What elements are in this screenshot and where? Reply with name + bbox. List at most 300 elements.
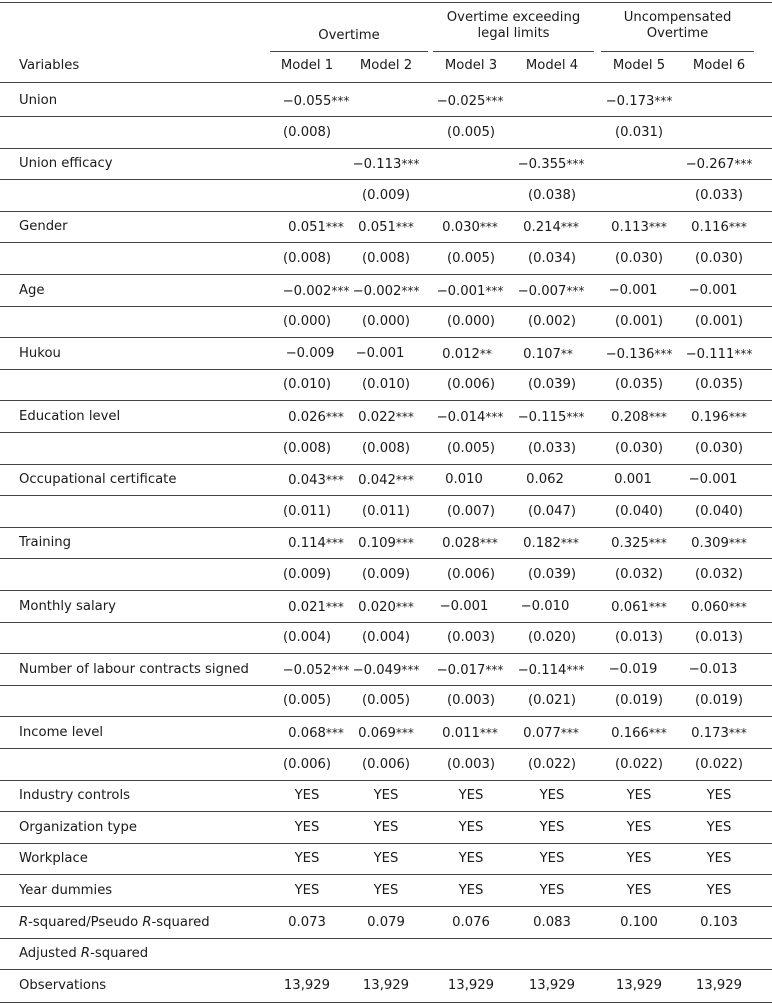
control-cell: YES [706, 851, 732, 867]
obs-cell: 13,929 [362, 977, 410, 993]
row-label: Union [19, 93, 58, 108]
se-cell: (0.030) [694, 251, 744, 266]
row-label: Monthly salary [19, 598, 116, 614]
significance-stars: *** [654, 346, 673, 361]
coef-value: −0.019 [608, 661, 658, 677]
se-cell: (0.003) [446, 756, 496, 772]
coef-value: −0.009 [285, 345, 335, 361]
se-cell: (0.000) [361, 314, 411, 330]
coef-cell [611, 599, 667, 616]
label-part: Adjusted [19, 946, 81, 962]
coef-value: −0.001 [355, 345, 405, 361]
coef-value: −0.355 [517, 157, 567, 173]
coef-cell [686, 156, 753, 173]
coef-value: 0.062 [526, 472, 564, 488]
se-cell: (0.034) [527, 251, 577, 266]
obs-cell: 13,929 [447, 977, 495, 993]
se-cell: (0.003) [446, 630, 496, 646]
coef-value: −0.267 [685, 157, 735, 173]
coef-value: 0.011 [442, 726, 480, 741]
se-cell: (0.039) [527, 567, 577, 582]
coef-cell [353, 662, 420, 679]
coef-value: 0.113 [611, 220, 649, 236]
row-divider [0, 622, 772, 623]
significance-stars: *** [325, 599, 344, 614]
se-cell: (0.035) [694, 377, 744, 393]
r2-cell: 0.079 [367, 914, 405, 930]
coef-cell [523, 346, 573, 363]
model-header-5: Model 5 [612, 58, 666, 73]
row-label: Hukou [19, 345, 61, 361]
coef-cell [445, 472, 483, 488]
coef-cell [609, 283, 658, 299]
se-cell: (0.032) [614, 567, 664, 582]
coef-value: 0.109 [358, 536, 396, 552]
coef-value: 0.214 [523, 220, 561, 236]
control-cell: YES [458, 883, 484, 898]
coef-cell [691, 725, 747, 742]
obs-cell: 13,929 [695, 977, 743, 993]
coef-value: −0.013 [688, 661, 738, 677]
coef-value: −0.049 [352, 662, 402, 678]
row-divider [0, 242, 772, 243]
coef-cell [358, 599, 414, 616]
row-divider [0, 116, 772, 117]
se-cell: (0.022) [614, 756, 664, 772]
coef-value: 0.051 [358, 220, 396, 236]
coef-value: 0.061 [611, 599, 649, 615]
coef-value: −0.002 [282, 283, 332, 299]
coef-cell [611, 409, 667, 426]
control-cell: YES [458, 788, 484, 804]
coef-cell [288, 472, 344, 489]
control-cell: YES [626, 819, 652, 835]
significance-stars: *** [479, 220, 498, 235]
coef-value: 0.069 [358, 726, 396, 741]
label-part: R [142, 914, 152, 930]
se-cell: (0.004) [361, 630, 411, 646]
coef-value: −0.017 [436, 662, 486, 678]
coef-cell [691, 409, 747, 426]
row-divider [0, 748, 772, 749]
se-cell: (0.010) [361, 377, 411, 393]
coef-value: 0.042 [358, 473, 396, 489]
coef-cell [283, 662, 350, 679]
coef-cell [288, 725, 344, 742]
se-cell: (0.008) [361, 440, 411, 456]
coef-cell [611, 535, 667, 552]
coef-cell [689, 283, 738, 299]
coef-cell [356, 346, 405, 362]
row-divider [0, 369, 772, 370]
row-label: Number of labour contracts signed [19, 661, 249, 677]
coef-cell [606, 346, 673, 363]
row-divider [0, 400, 772, 401]
coef-value: 0.001 [614, 472, 652, 488]
control-cell: YES [373, 883, 399, 898]
coef-value: −0.115 [517, 410, 567, 425]
coef-value: −0.025 [436, 94, 486, 109]
significance-stars: *** [395, 726, 414, 740]
significance-stars: *** [734, 157, 753, 172]
coef-cell [358, 472, 414, 489]
row-label: Industry controls [19, 788, 131, 804]
se-cell: (0.011) [361, 503, 411, 519]
significance-stars: *** [325, 220, 344, 235]
coef-value: −0.001 [436, 283, 486, 299]
row-divider [0, 337, 772, 338]
control-cell: YES [626, 883, 652, 898]
row-label: Age [19, 282, 45, 298]
significance-stars: *** [560, 726, 579, 740]
coef-value: 0.325 [611, 536, 649, 552]
top-rule [0, 2, 772, 3]
model-header-6: Model 6 [692, 58, 746, 73]
control-cell: YES [539, 819, 565, 835]
se-cell: (0.005) [446, 124, 496, 140]
se-cell: (0.035) [614, 377, 664, 393]
significance-stars: *** [648, 410, 667, 424]
se-cell: (0.005) [446, 251, 496, 266]
se-cell: (0.033) [527, 440, 577, 456]
coef-value: 0.166 [611, 726, 649, 741]
control-cell: YES [373, 819, 399, 835]
coef-value: −0.136 [605, 346, 655, 362]
coef-value: −0.001 [688, 472, 738, 488]
coef-value: 0.077 [523, 726, 561, 741]
row-label: Training [19, 535, 72, 551]
group-underline-3 [601, 51, 754, 52]
row-divider [0, 685, 772, 686]
row-divider [0, 274, 772, 275]
r2-cell: 0.103 [700, 914, 738, 930]
se-cell: (0.033) [694, 187, 744, 203]
significance-stars: *** [325, 726, 344, 740]
se-cell: (0.047) [527, 503, 577, 519]
label-part: R [19, 914, 29, 930]
coef-value: 0.196 [691, 410, 729, 425]
coef-value: 0.043 [288, 473, 326, 489]
significance-stars: *** [566, 662, 585, 677]
se-cell: (0.030) [694, 440, 744, 456]
row-label [19, 946, 148, 962]
se-cell: (0.007) [446, 503, 496, 519]
se-cell: (0.003) [446, 693, 496, 709]
coef-value: 0.060 [691, 599, 729, 615]
model-header-1: Model 1 [280, 58, 334, 73]
coef-value: 0.021 [288, 599, 326, 615]
significance-stars: *** [485, 283, 504, 298]
significance-stars: ** [479, 346, 492, 361]
control-cell: YES [539, 883, 565, 898]
row-divider [0, 558, 772, 559]
significance-stars: *** [401, 157, 420, 172]
coef-value: 0.026 [288, 410, 326, 425]
row-divider [0, 179, 772, 180]
significance-stars: *** [395, 220, 414, 235]
row-label: Occupational certificate [19, 472, 177, 488]
se-cell: (0.002) [527, 314, 577, 330]
row-divider [0, 527, 772, 528]
row-divider [0, 590, 772, 591]
label-part: -squared [90, 946, 149, 962]
control-cell: YES [294, 819, 320, 835]
se-cell: (0.032) [694, 567, 744, 582]
significance-stars: *** [648, 726, 667, 740]
significance-stars: *** [485, 94, 504, 108]
se-cell: (0.040) [694, 503, 744, 519]
se-cell: (0.020) [527, 630, 577, 646]
coef-cell [518, 409, 585, 426]
coef-cell [283, 93, 350, 110]
row-divider [0, 211, 772, 212]
row-divider [0, 432, 772, 433]
coef-cell [358, 725, 414, 742]
se-cell: (0.000) [282, 314, 332, 330]
se-cell: (0.013) [614, 630, 664, 646]
coef-cell [442, 219, 498, 236]
row-divider [0, 653, 772, 654]
se-cell: (0.005) [282, 693, 332, 709]
label-part: -squared [151, 914, 210, 930]
coef-cell [611, 219, 667, 236]
coef-cell [442, 346, 492, 363]
coef-value: 0.051 [288, 220, 326, 236]
coef-cell [288, 219, 344, 236]
se-cell: (0.006) [446, 377, 496, 393]
significance-stars: *** [325, 473, 344, 488]
coef-cell [686, 346, 753, 363]
group-header-1: Overtime [318, 28, 380, 43]
coef-cell [611, 725, 667, 742]
coef-value: 0.028 [442, 536, 480, 552]
significance-stars: *** [485, 662, 504, 677]
control-cell: YES [539, 851, 565, 867]
coef-value: −0.001 [439, 598, 489, 614]
coef-cell [691, 535, 747, 552]
coef-cell [521, 599, 570, 615]
control-cell: YES [294, 851, 320, 867]
coef-value: 0.182 [523, 536, 561, 552]
coef-cell [437, 93, 504, 110]
se-cell: (0.001) [694, 314, 744, 330]
se-cell: (0.030) [614, 440, 664, 456]
coef-cell [442, 535, 498, 552]
coef-value: 0.030 [442, 220, 480, 236]
significance-stars: *** [566, 410, 585, 424]
significance-stars: *** [485, 410, 504, 424]
significance-stars: *** [734, 346, 753, 361]
coef-cell [358, 535, 414, 552]
row-label: Education level [19, 409, 121, 424]
significance-stars: *** [401, 283, 420, 298]
significance-stars: *** [728, 536, 747, 551]
se-cell: (0.019) [614, 693, 664, 709]
coef-value: −0.173 [605, 94, 655, 109]
significance-stars: *** [325, 536, 344, 551]
significance-stars: *** [566, 283, 585, 298]
label-part: -squared/Pseudo [28, 914, 143, 930]
coef-cell [523, 725, 579, 742]
row-divider [0, 906, 772, 907]
coef-value: 0.114 [288, 536, 326, 552]
significance-stars: *** [479, 726, 498, 740]
coef-cell [442, 725, 498, 742]
coef-value: −0.001 [688, 282, 738, 298]
coef-cell [606, 93, 673, 110]
coef-value: 0.068 [288, 726, 326, 741]
se-cell: (0.030) [614, 251, 664, 266]
row-divider [0, 969, 772, 970]
se-cell: (0.022) [694, 756, 744, 772]
se-cell: (0.008) [282, 440, 332, 456]
se-cell: (0.040) [614, 503, 664, 519]
coef-cell [283, 283, 350, 300]
coef-value: 0.309 [691, 536, 729, 552]
se-cell: (0.013) [694, 630, 744, 646]
row-divider [0, 495, 772, 496]
group-header-3: Uncompensated Overtime [623, 10, 732, 41]
significance-stars: *** [728, 726, 747, 740]
se-cell: (0.001) [614, 314, 664, 330]
se-cell: (0.009) [282, 567, 332, 582]
row-label [19, 915, 210, 931]
row-label: Union efficacy [19, 156, 113, 172]
se-cell: (0.010) [282, 377, 332, 393]
se-cell: (0.039) [527, 377, 577, 393]
model-header-3: Model 3 [444, 58, 498, 73]
coef-cell [353, 156, 420, 173]
se-cell: (0.005) [446, 440, 496, 456]
significance-stars: *** [395, 410, 414, 424]
significance-stars: *** [728, 599, 747, 614]
r2-cell: 0.083 [533, 914, 571, 930]
se-cell: (0.008) [361, 251, 411, 266]
coef-value: −0.001 [608, 282, 658, 298]
significance-stars: *** [395, 599, 414, 614]
coef-value: 0.022 [358, 410, 396, 425]
row-divider [0, 148, 772, 149]
coef-cell [288, 535, 344, 552]
se-cell: (0.008) [282, 124, 332, 140]
r2-cell: 0.073 [288, 914, 326, 930]
se-cell: (0.031) [614, 124, 664, 140]
model-header-2: Model 2 [359, 58, 413, 73]
se-cell: (0.011) [282, 503, 332, 519]
significance-stars: *** [331, 283, 350, 298]
coef-value: −0.010 [520, 598, 570, 614]
coef-cell [288, 409, 344, 426]
control-cell: YES [294, 883, 320, 898]
coef-value: 0.173 [691, 726, 729, 741]
coef-value: 0.020 [358, 599, 396, 615]
r2-cell: 0.100 [620, 914, 658, 930]
coef-cell [609, 662, 658, 678]
row-divider [0, 874, 772, 875]
obs-cell: 13,929 [528, 977, 576, 993]
coef-cell [288, 599, 344, 616]
significance-stars: *** [728, 410, 747, 424]
significance-stars: *** [479, 536, 498, 551]
coef-cell [440, 599, 489, 615]
row-divider [0, 464, 772, 465]
coef-value: −0.113 [352, 157, 402, 173]
coef-cell [523, 535, 579, 552]
se-cell: (0.006) [282, 756, 332, 772]
model-header-4: Model 4 [525, 58, 579, 73]
coef-cell [689, 472, 738, 488]
row-divider [0, 811, 772, 812]
coef-cell [358, 219, 414, 236]
coef-cell [518, 662, 585, 679]
control-cell: YES [539, 788, 565, 804]
significance-stars: *** [325, 410, 344, 424]
control-cell: YES [706, 883, 732, 898]
group-underline-2 [433, 51, 594, 52]
se-cell: (0.006) [446, 567, 496, 582]
row-divider [0, 306, 772, 307]
se-cell: (0.005) [361, 693, 411, 709]
se-cell: (0.019) [694, 693, 744, 709]
significance-stars: ** [560, 346, 573, 361]
coef-cell [523, 219, 579, 236]
significance-stars: *** [560, 536, 579, 551]
se-cell: (0.009) [361, 187, 411, 203]
coef-value: −0.052 [282, 662, 332, 678]
coef-cell [518, 156, 585, 173]
coef-value: −0.007 [517, 283, 567, 299]
significance-stars: *** [395, 473, 414, 488]
coef-value: 0.012 [442, 346, 480, 362]
coef-cell [691, 599, 747, 616]
coef-value: −0.014 [436, 410, 486, 425]
row-label: Workplace [19, 851, 88, 867]
significance-stars: *** [654, 94, 673, 108]
coef-cell [353, 283, 420, 300]
row-divider [0, 716, 772, 717]
control-cell: YES [706, 788, 732, 804]
control-cell: YES [458, 819, 484, 835]
coef-cell [526, 472, 564, 488]
control-cell: YES [458, 851, 484, 867]
se-cell: (0.009) [361, 567, 411, 582]
row-divider [0, 780, 772, 781]
variables-header: Variables [19, 58, 80, 73]
header-bottom-rule [0, 82, 772, 83]
significance-stars: *** [401, 662, 420, 677]
coef-cell [286, 346, 335, 362]
row-label: Observations [19, 977, 107, 993]
row-label: Income level [19, 725, 104, 740]
significance-stars: *** [331, 662, 350, 677]
significance-stars: *** [648, 220, 667, 235]
control-cell: YES [294, 788, 320, 804]
coef-cell [691, 219, 747, 236]
obs-cell: 13,929 [615, 977, 663, 993]
se-cell: (0.022) [527, 756, 577, 772]
coef-value: 0.116 [691, 220, 729, 236]
coef-cell [437, 283, 504, 300]
se-cell: (0.004) [282, 630, 332, 646]
coef-value: −0.055 [282, 94, 332, 109]
coef-value: −0.114 [517, 662, 567, 678]
group-underline-1 [270, 51, 428, 52]
significance-stars: *** [728, 220, 747, 235]
r2-cell: 0.076 [452, 914, 490, 930]
row-divider [0, 938, 772, 939]
coef-cell [437, 409, 504, 426]
control-cell: YES [626, 851, 652, 867]
